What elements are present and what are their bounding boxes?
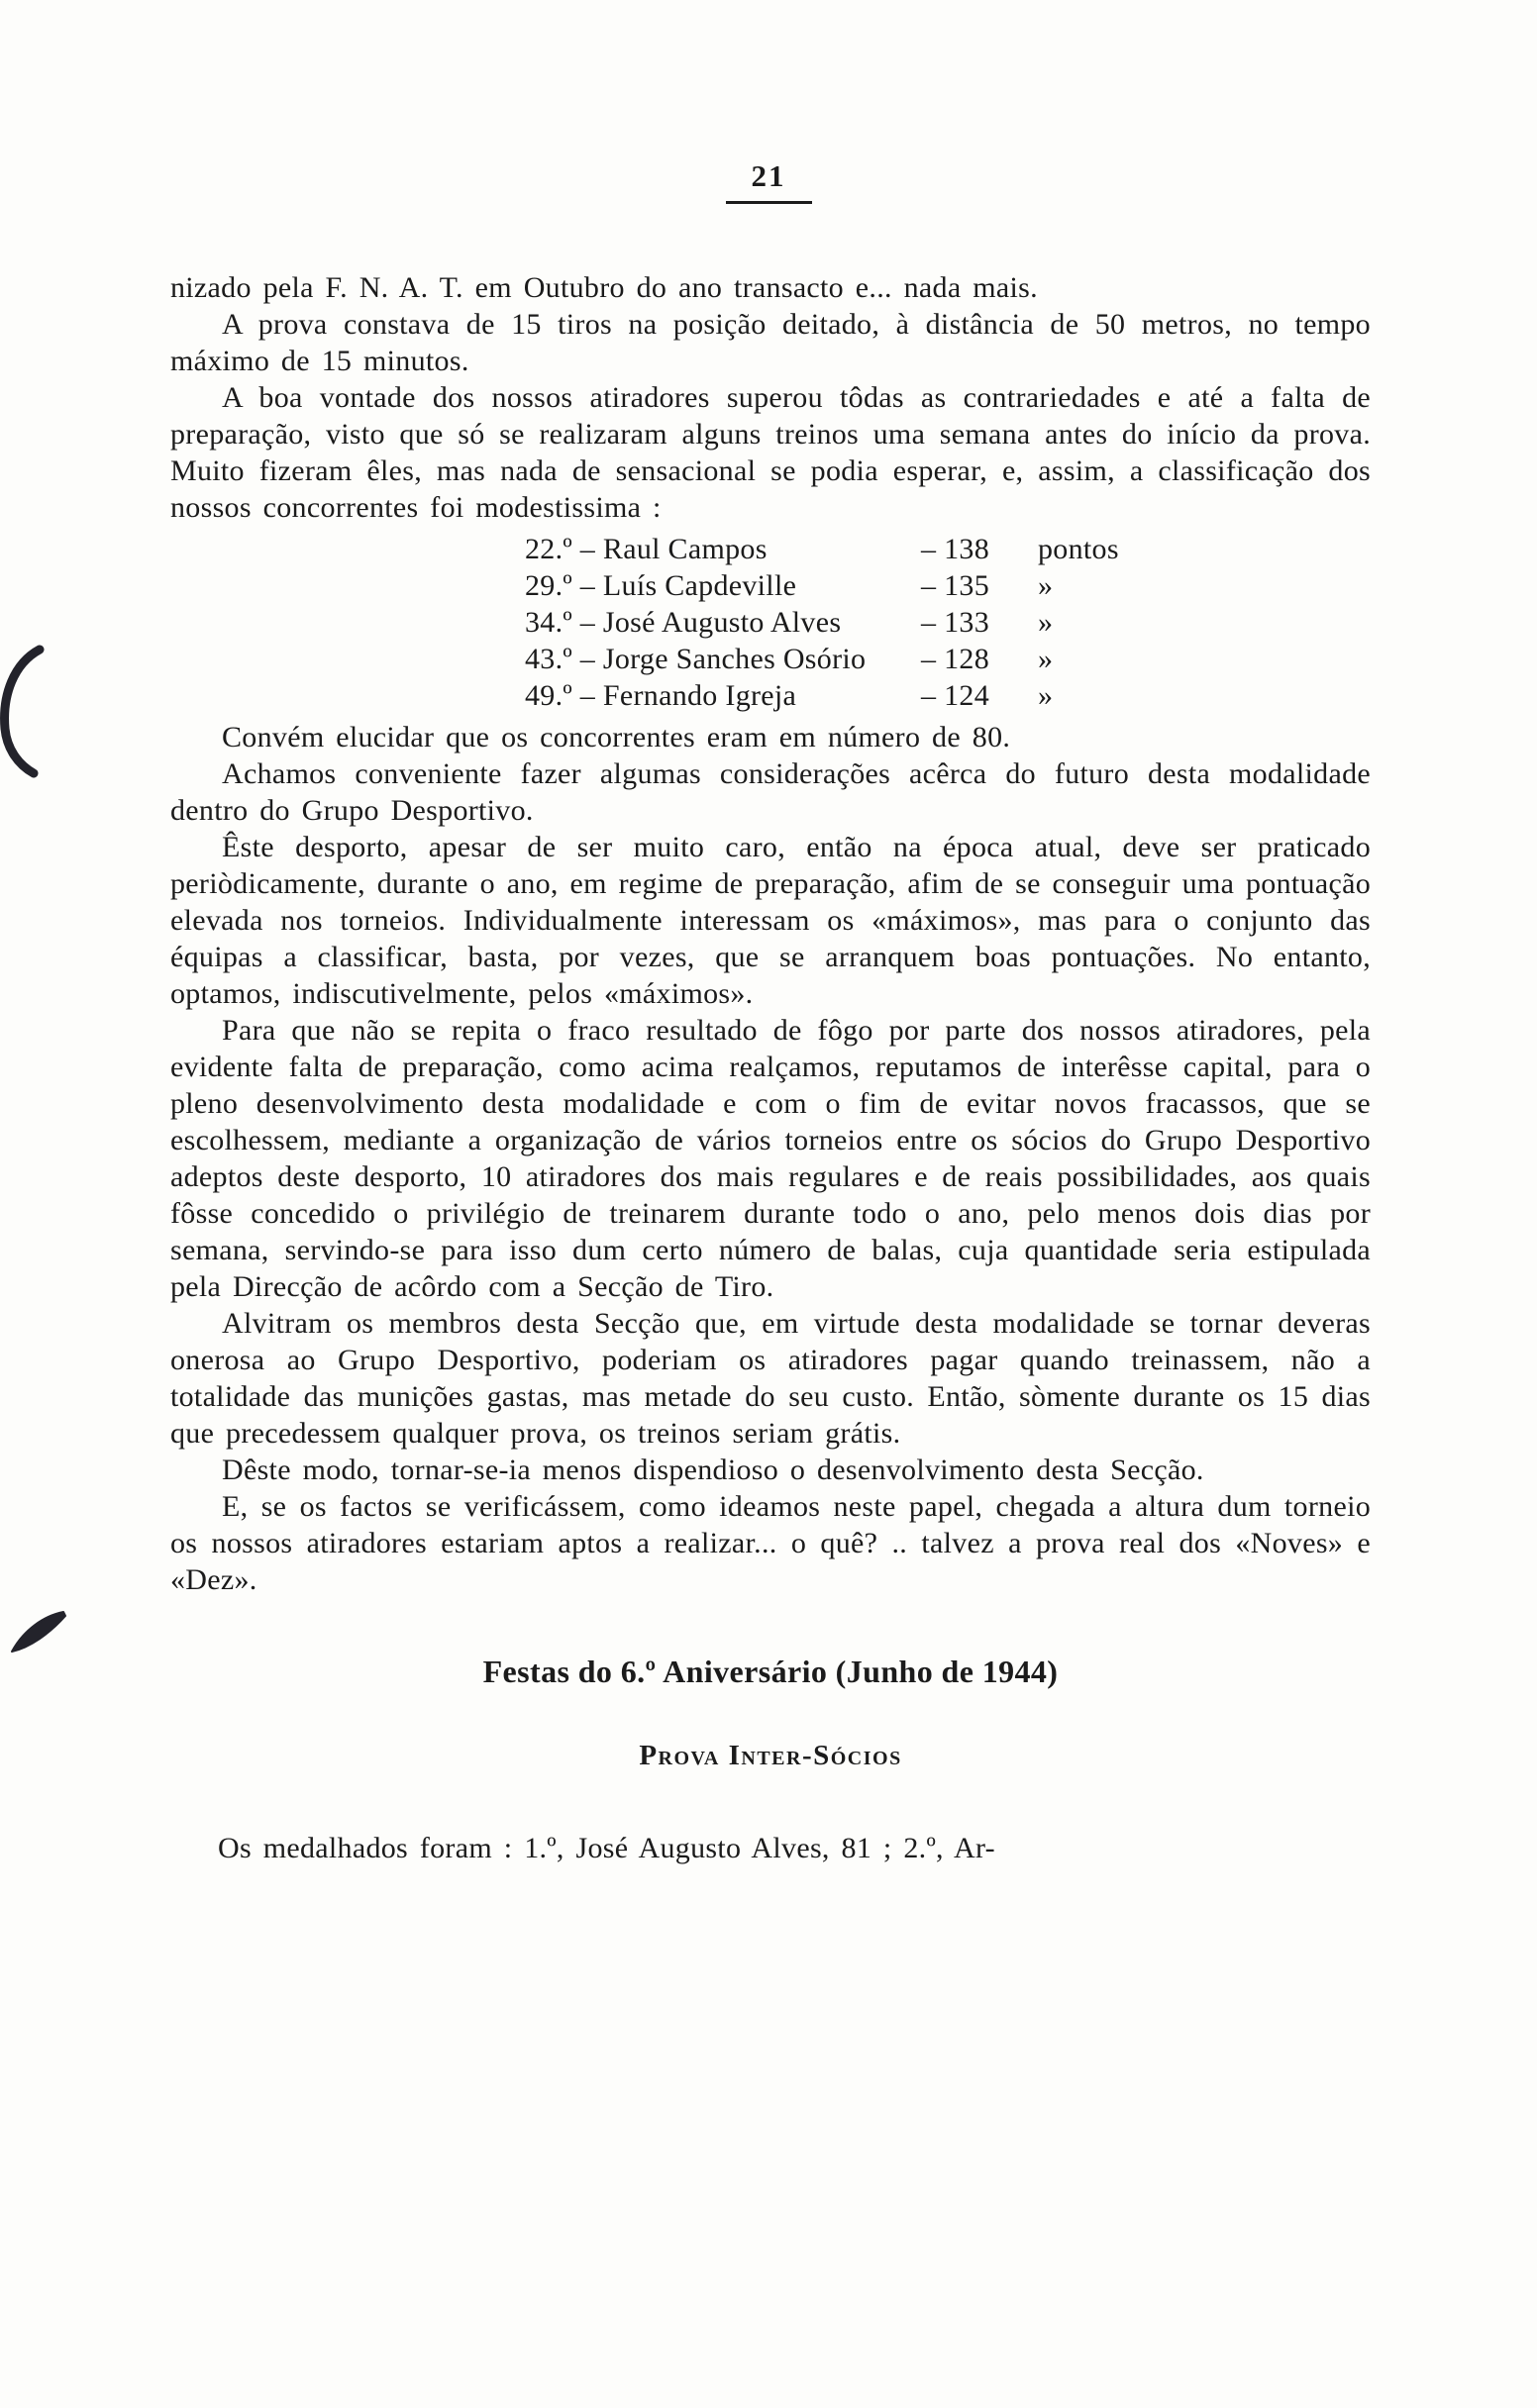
paragraph: Para que não se repita o fraco resultado de fôgo por parte dos nossos atiradores, pela evidente falta de preparação, como acima realçamos, reputamos de interêsse capital, para o pleno desenvolvimento desta modalidade e com o fim de evitar novos fracassos, que se escolhessem, mediante a organização de vários torneios entre os sócios do Grupo Desportivo adeptos deste desporto, 10 atiradores dos mais regulares e de reais possibilidades, aos quais fôsse concedido o privilégio de treinarem durante todo o ano, pelo menos dois dias por semana, servindo-se para isso dum certo número de balas, cuja quantidade seria estipulada pela Direcção de acôrdo com a Secção de Tiro. bbox=[170, 1014, 1371, 1303]
result-label: 29.º – Luís Capdeville bbox=[525, 569, 797, 602]
section-heading: Festas do 6.º Aniversário (Junho de 1944) bbox=[482, 1654, 1059, 1689]
page-number: 21 bbox=[726, 158, 812, 204]
ink-mark bbox=[6, 1604, 75, 1663]
result-score: – 128 bbox=[921, 643, 989, 675]
result-unit: » bbox=[1038, 606, 1054, 639]
result-label: 34.º – José Augusto Alves bbox=[525, 606, 842, 639]
result-unit: » bbox=[1038, 643, 1054, 675]
paragraph: Achamos conveniente fazer algumas considerações acêrca do futuro desta modalidade dentro do Grupo Desportivo. bbox=[170, 757, 1371, 827]
paragraph: E, se os factos se verificássem, como ideamos neste papel, chegada a altura dum torneio os nossos atiradores estariam aptos a realizar... o quê? .. talvez a prova real dos «Noves» e «Dez». bbox=[170, 1490, 1371, 1596]
result-label: 22.º – Raul Campos bbox=[525, 533, 768, 565]
result-unit: » bbox=[1038, 679, 1054, 712]
paragraph: Convém elucidar que os concorrentes eram em número de 80. bbox=[222, 721, 1011, 753]
table-row bbox=[525, 567, 1371, 604]
section-subheading: Prova Inter-Sócios bbox=[639, 1740, 902, 1771]
table-row bbox=[525, 677, 1371, 714]
paragraph: Dêste modo, tornar-se-ia menos dispendioso o desenvolvimento desta Secção. bbox=[222, 1454, 1204, 1486]
result-unit: pontos bbox=[1038, 533, 1119, 565]
paragraph: Êste desporto, apesar de ser muito caro, então na época atual, deve ser praticado periòdicamente, durante o ano, em regime de preparação, afim de se conseguir uma pontuação elevada nos torneios. Individualmente interessam os «máximos», mas para o conjunto das équipas a classificar, basta, por vezes, que se arranquem boas pontuações. No entanto, optamos, indiscutivelmente, pelos «máximos». bbox=[170, 831, 1371, 1010]
result-score: – 124 bbox=[921, 679, 989, 712]
table-row bbox=[525, 604, 1371, 641]
page-header bbox=[0, 158, 1537, 204]
paragraph: A prova constava de 15 tiros na posição deitado, à distância de 50 metros, no tempo máximo de 15 minutos. bbox=[170, 308, 1371, 377]
table-row bbox=[525, 641, 1371, 677]
result-label: 49.º – Fernando Igreja bbox=[525, 679, 797, 712]
results-table bbox=[525, 531, 1371, 714]
paragraph: A boa vontade dos nossos atiradores superou tôdas as contrariedades e até a falta de preparação, visto que só se realizaram alguns treinos uma semana antes do início da prova. Muito fizeram êles, mas nada de sensacional se podia esperar, e, assim, a classificação dos nossos concorrentes foi modestissima : bbox=[170, 381, 1371, 524]
ink-mark bbox=[0, 644, 53, 782]
paragraph: nizado pela F. N. A. T. em Outubro do ano transacto e... nada mais. bbox=[170, 271, 1038, 304]
result-score: – 133 bbox=[921, 606, 989, 639]
closing-paragraph: Os medalhados foram : 1.º, José Augusto Alves, 81 ; 2.º, Ar- bbox=[218, 1832, 995, 1864]
result-score: – 138 bbox=[921, 533, 989, 565]
result-score: – 135 bbox=[921, 569, 989, 602]
result-label: 43.º – Jorge Sanches Osório bbox=[525, 643, 867, 675]
result-unit: » bbox=[1038, 569, 1054, 602]
page-body bbox=[170, 269, 1371, 1866]
paragraph: Alvitram os membros desta Secção que, em virtude desta modalidade se tornar deveras onerosa ao Grupo Desportivo, poderiam os atiradores pagar quando treinassem, não a totalidade das munições gastas, mas metade do seu custo. Então, sòmente durante os 15 dias que precedessem qualquer prova, os treinos seriam grátis. bbox=[170, 1307, 1371, 1450]
table-row bbox=[525, 531, 1371, 567]
